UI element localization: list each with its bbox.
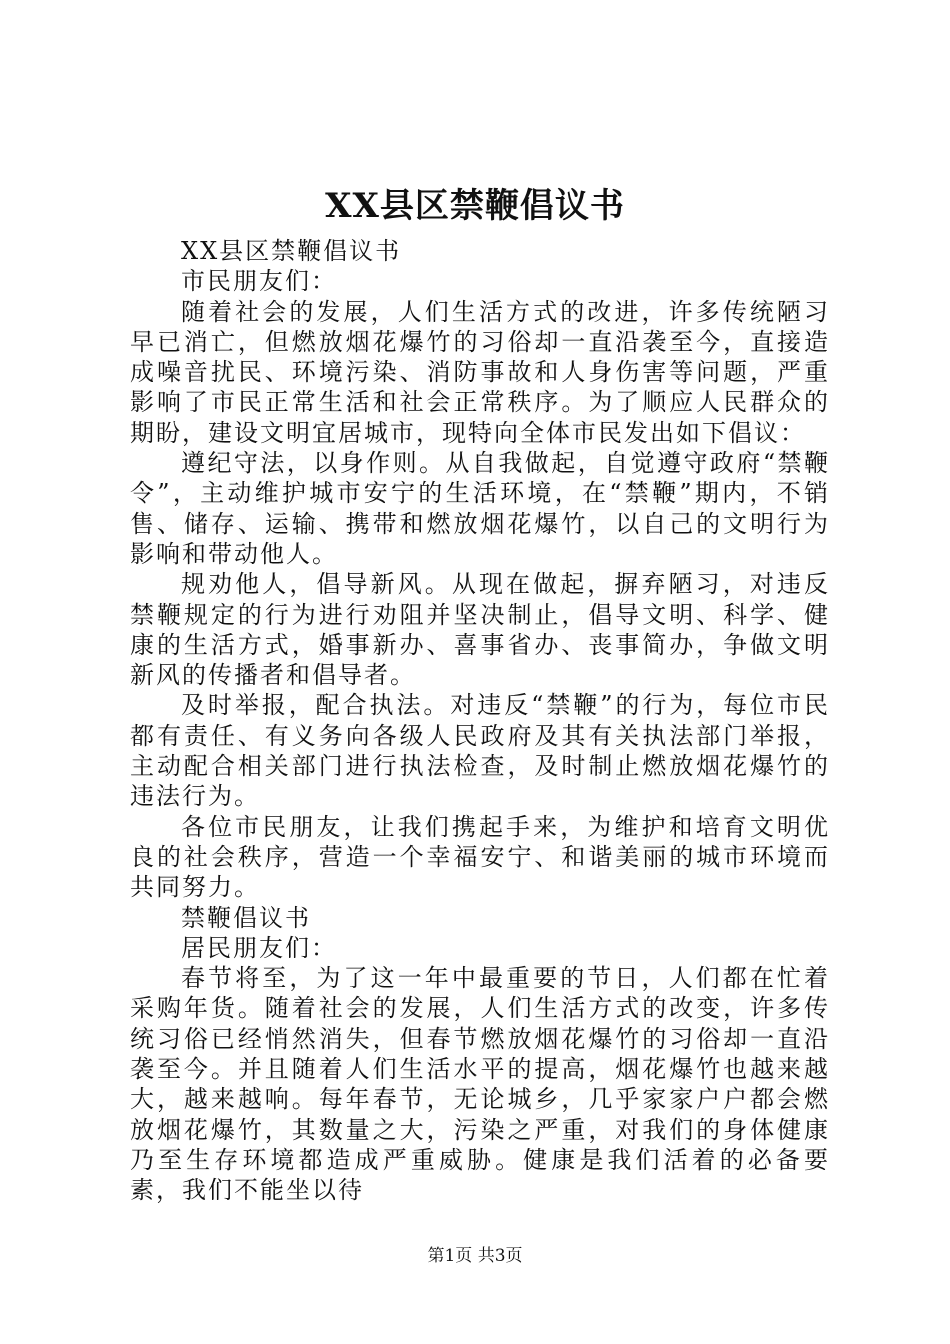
- document-title: XX县区禁鞭倡议书: [325, 186, 625, 226]
- paragraph-proposal-2: 规劝他人，倡导新风。从现在做起，摒弃陋习，对违反禁鞭规定的行为进行劝阻并坚决制止，倡导文明、科学、健康的生活方式，婚事新办、喜事省办、丧事简办，争做文明新风的传播者和倡导者。: [130, 570, 830, 690]
- paragraph-second-body: 春节将至，为了这一年中最重要的节日，人们都在忙着采购年货。随着社会的发展，人们生活方式的改变，许多传统习俗已经悄然消失，但春节燃放烟花爆竹的习俗却一直沿袭至今。并且随着人们生活水平的提高，烟花爆竹也越来越大，越来越响。每年春节，无论城乡，几乎家家户户都会燃放烟花爆竹，其数量之大，污染之严重，对我们的身体健康乃至生存环境都造成严重威胁。健康是我们活着的必备要素，我们不能坐以待: [130, 964, 830, 1205]
- paragraph-second-salutation: 居民朋友们：: [181, 933, 337, 962]
- paragraph-intro: 随着社会的发展，人们生活方式的改进，许多传统陋习早已消亡，但燃放烟花爆竹的习俗却一直沿袭至今，直接造成噪音扰民、环境污染、消防事故和人身伤害等问题，严重影响了市民正常生活和社会正常秩序。为了顺应人民群众的期盼，建设文明宜居城市，现特向全体市民发出如下倡议：: [130, 297, 830, 447]
- paragraph-subtitle: XX县区禁鞭倡议书: [181, 237, 402, 265]
- paragraph-second-heading: 禁鞭倡议书: [181, 903, 311, 932]
- page-footer: 第1页 共3页: [427, 1246, 523, 1266]
- paragraph-proposal-1: 遵纪守法，以身作则。从自我做起，自觉遵守政府“禁鞭令”，主动维护城市安宁的生活环境，在“禁鞭”期内，不销售、储存、运输、携带和燃放烟花爆竹，以自己的文明行为影响和带动他人。: [130, 449, 830, 568]
- paragraph-proposal-3: 及时举报，配合执法。对违反“禁鞭”的行为，每位市民都有责任、有义务向各级人民政府及其有关执法部门举报，主动配合相关部门进行执法检查，及时制止燃放烟花爆竹的违法行为。: [130, 691, 830, 811]
- document-body: [130, 236, 830, 1206]
- paragraph-salutation: 市民朋友们：: [181, 267, 337, 296]
- paragraph-closing: 各位市民朋友，让我们携起手来，为维护和培育文明优良的社会秩序，营造一个幸福安宁、和谐美丽的城市环境而共同努力。: [130, 812, 830, 902]
